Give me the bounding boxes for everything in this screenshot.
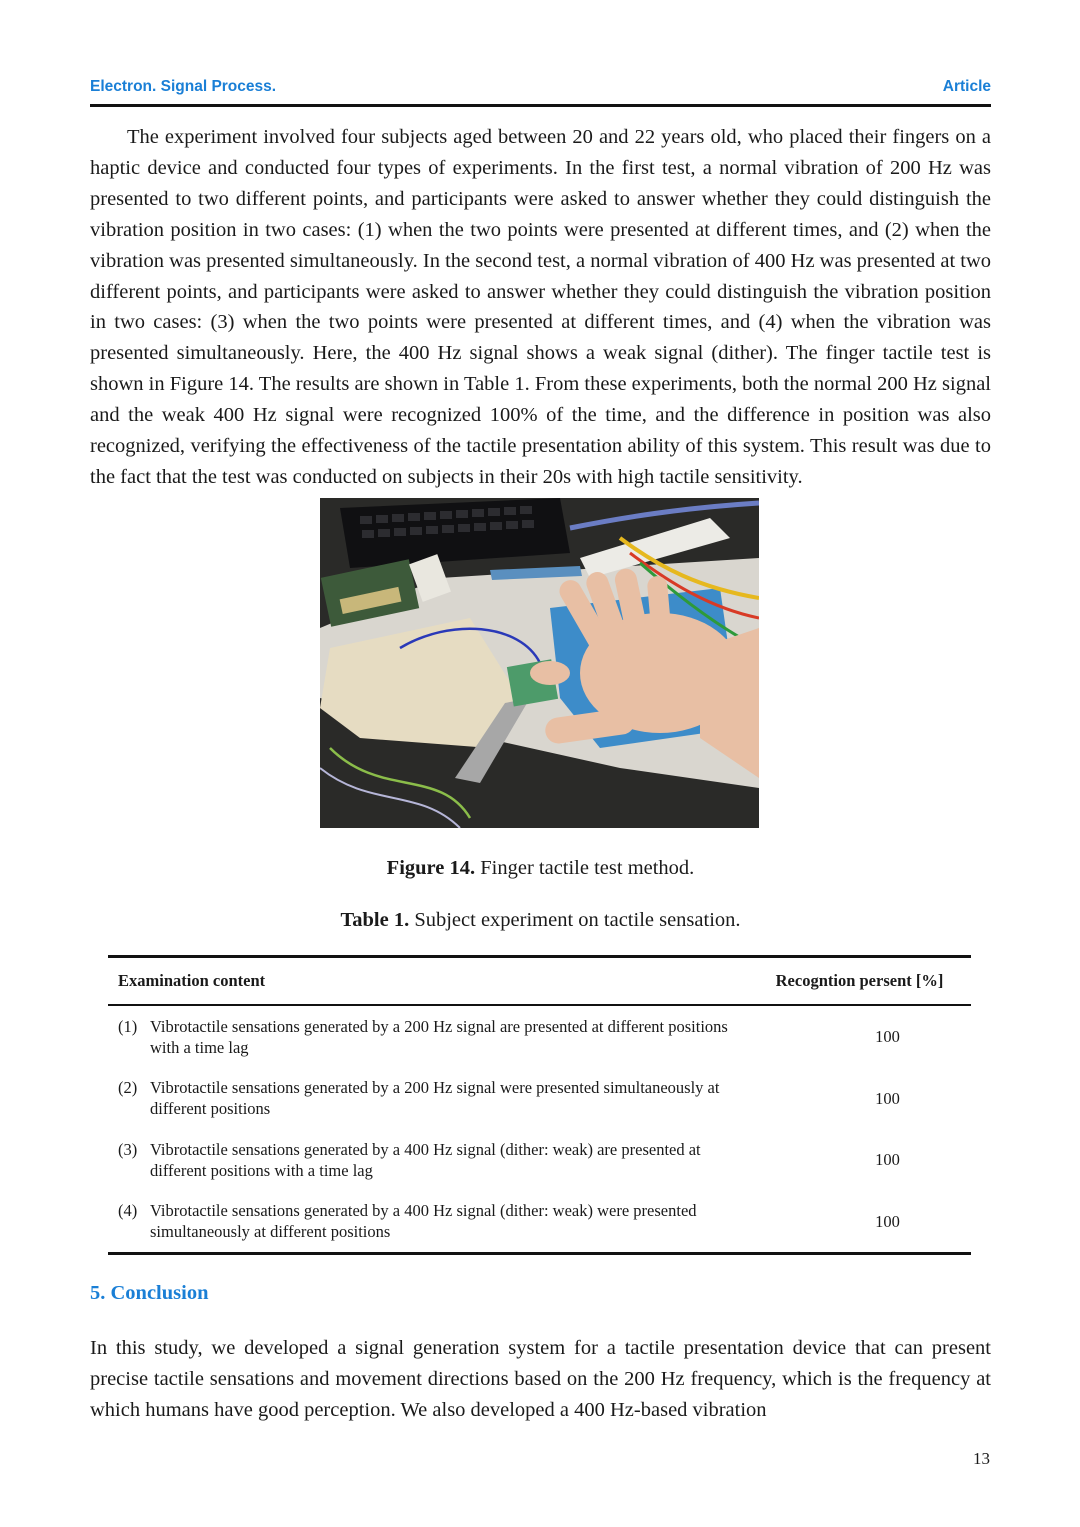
hand-on-haptic-device-photo xyxy=(320,498,759,828)
table-row xyxy=(108,1129,971,1191)
table-header-row xyxy=(108,957,971,1006)
figure-14-photo xyxy=(320,498,759,828)
body-paragraph: The experiment involved four subjects aged between 20 and 22 years old, who placed their fingers on a haptic device and conducted four types of experiments. In the first test, a normal vibration of 200 Hz was presented to two different points, and participants were asked to answer whether they could distinguish the vibration position in two cases: (1) when the two points were presented at different times, and (2) when the vibration was presented simultaneously. In the second test, a normal vibration of 400 Hz was presented at two different points, and participants were asked to answer whether they could distinguish the vibration position in two cases: (3) when the two points were presented at different times, and (4) when the vibration was presented simultaneously. Here, the 400 Hz signal shows a weak signal (dither). The finger tactile test is shown in Figure 14. The results are shown in Table 1. From these experiments, both the normal 200 Hz signal and the weak 400 Hz signal were recognized 100% of the time, and the difference in position was also recognized, verifying the effectiveness of the tactile presentation ability of this system. This result was due to the fact that the test was conducted on subjects in their 20s with high tactile sensitivity. xyxy=(90,126,992,488)
figure-caption xyxy=(90,857,991,880)
table-row xyxy=(108,1005,971,1068)
row-text: Vibrotactile sensations generated by a 400 Hz signal (dither: weak) are presented at different positions with a time lag xyxy=(150,1139,701,1180)
row-value: 100 xyxy=(875,1027,900,1047)
article-type: Article xyxy=(942,78,991,95)
row-value: 100 xyxy=(875,1150,900,1170)
row-text: Vibrotactile sensations generated by a 400 Hz signal (dither: weak) were presented simultaneously at different positions xyxy=(150,1201,697,1242)
running-header xyxy=(90,76,991,107)
table-row xyxy=(108,1191,971,1254)
figure-label: Figure 14. xyxy=(386,857,476,879)
header-recognition-percent: Recogntion persent [%] xyxy=(775,971,944,990)
section-heading-conclusion: 5. Conclusion xyxy=(90,1282,209,1304)
journal-name: Electron. Signal Process. xyxy=(90,78,277,95)
table-caption xyxy=(90,909,991,932)
row-text: Vibrotactile sensations generated by a 200 Hz signal were presented simultaneously at different positions xyxy=(150,1078,720,1119)
table-row xyxy=(108,1068,971,1130)
page-number: 13 xyxy=(973,1449,990,1468)
figure-caption-text: Finger tactile test method. xyxy=(480,857,695,879)
row-number: (4) xyxy=(118,1201,138,1221)
results-table xyxy=(108,955,971,1255)
row-number: (2) xyxy=(118,1078,138,1098)
row-number: (3) xyxy=(118,1139,138,1159)
table-caption-text: Subject experiment on tactile sensation. xyxy=(414,909,741,931)
row-value: 100 xyxy=(875,1088,900,1108)
row-text: Vibrotactile sensations generated by a 200 Hz signal are presented at different positions with a time lag xyxy=(150,1016,728,1057)
table-label: Table 1. xyxy=(340,909,410,931)
row-value: 100 xyxy=(875,1211,900,1231)
header-examination-content: Examination content xyxy=(118,971,266,990)
conclusion-paragraph: In this study, we developed a signal generation system for a tactile presentation device that can present precise tactile sensations and movement directions based on the 200 Hz frequency, which is the frequency at which humans have good perception. We also developed a 400 Hz-based vibration xyxy=(90,1337,991,1421)
row-number: (1) xyxy=(118,1016,138,1036)
